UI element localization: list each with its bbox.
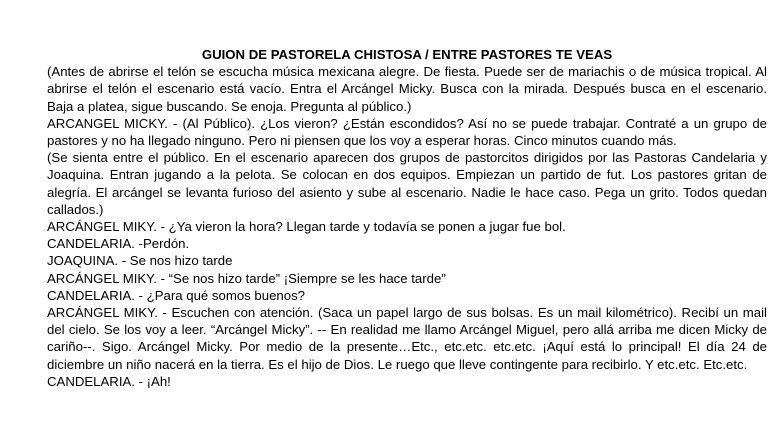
stage-direction-opening: (Antes de abrirse el telón se escucha música mexicana alegre. De fiesta. Puede ser de mariachis o de música tropical. Al abrirse el telón el escenario está vacío. Entra el Arcángel Micky. Busca con la mirada. Después busca en el escenario. Baja a platea, sigue buscando. Se enoja. Pregunta al público.) [47, 64, 767, 114]
dialogue-line: JOAQUINA. - Se nos hizo tarde [47, 253, 233, 269]
dialogue-line: ARCÁNGEL MIKY. - Escuchen con atención. (Saca un papel largo de sus bolsas. Es un mail kilométrico). Recibí un mail del cielo. Se los voy a leer. “Arcángel Micky”. -- En realidad me llamo Arcángel Miguel, pero allá arriba me dicen Micky de cariño--. Sigo. Arcángel Micky. Por medio de la presente…Etc., etc.etc. etc.etc. ¡Aquí está lo principal! El día 24 de diciembre un niño nacerá en la tierra. Es el hijo de Dios. Le ruego que lleve contingente para recibirlo. Y etc.etc. Etc.etc. [47, 305, 767, 372]
dialogue-line: ARCANGEL MICKY. - (Al Público). ¿Los vieron? ¿Están escondidos? Así no se puede trabajar. Contraté a un grupo de pastores y no ha llegado ninguno. Pero ni piensen que los voy a esperar horas. Cinco minutos cuando más. [47, 115, 767, 149]
dialogue-line: CANDELARIA. -Perdón. [47, 236, 190, 252]
dialogue-line: ARCÁNGEL MIKY. - ¿Ya vieron la hora? Llegan tarde y todavía se ponen a jugar fue bol. [47, 219, 566, 235]
dialogue-line: CANDELARIA. - ¿Para qué somos buenos? [47, 287, 306, 303]
document-page [47, 46, 767, 390]
dialogue-line: ARCÁNGEL MIKY. - “Se nos hizo tarde” ¡Siempre se les hace tarde” [47, 270, 446, 286]
stage-direction: (Se sienta entre el público. En el escenario aparecen dos grupos de pastorcitos dirigidos por las Pastoras Candelaria y Joaquina. Entran jugando a la pelota. Se colocan en dos equipos. Empiezan un partido de fut. Los pastores gritan de alegría. El arcángel se levanta furioso del asiento y sube al escenario. Nadie le hace caso. Pega un grito. Todos quedan callados.) [47, 150, 767, 217]
document-title: GUION DE PASTORELA CHISTOSA / ENTRE PASTORES TE VEAS [201, 47, 613, 62]
dialogue-line: CANDELARIA. - ¡Ah! [47, 373, 171, 389]
